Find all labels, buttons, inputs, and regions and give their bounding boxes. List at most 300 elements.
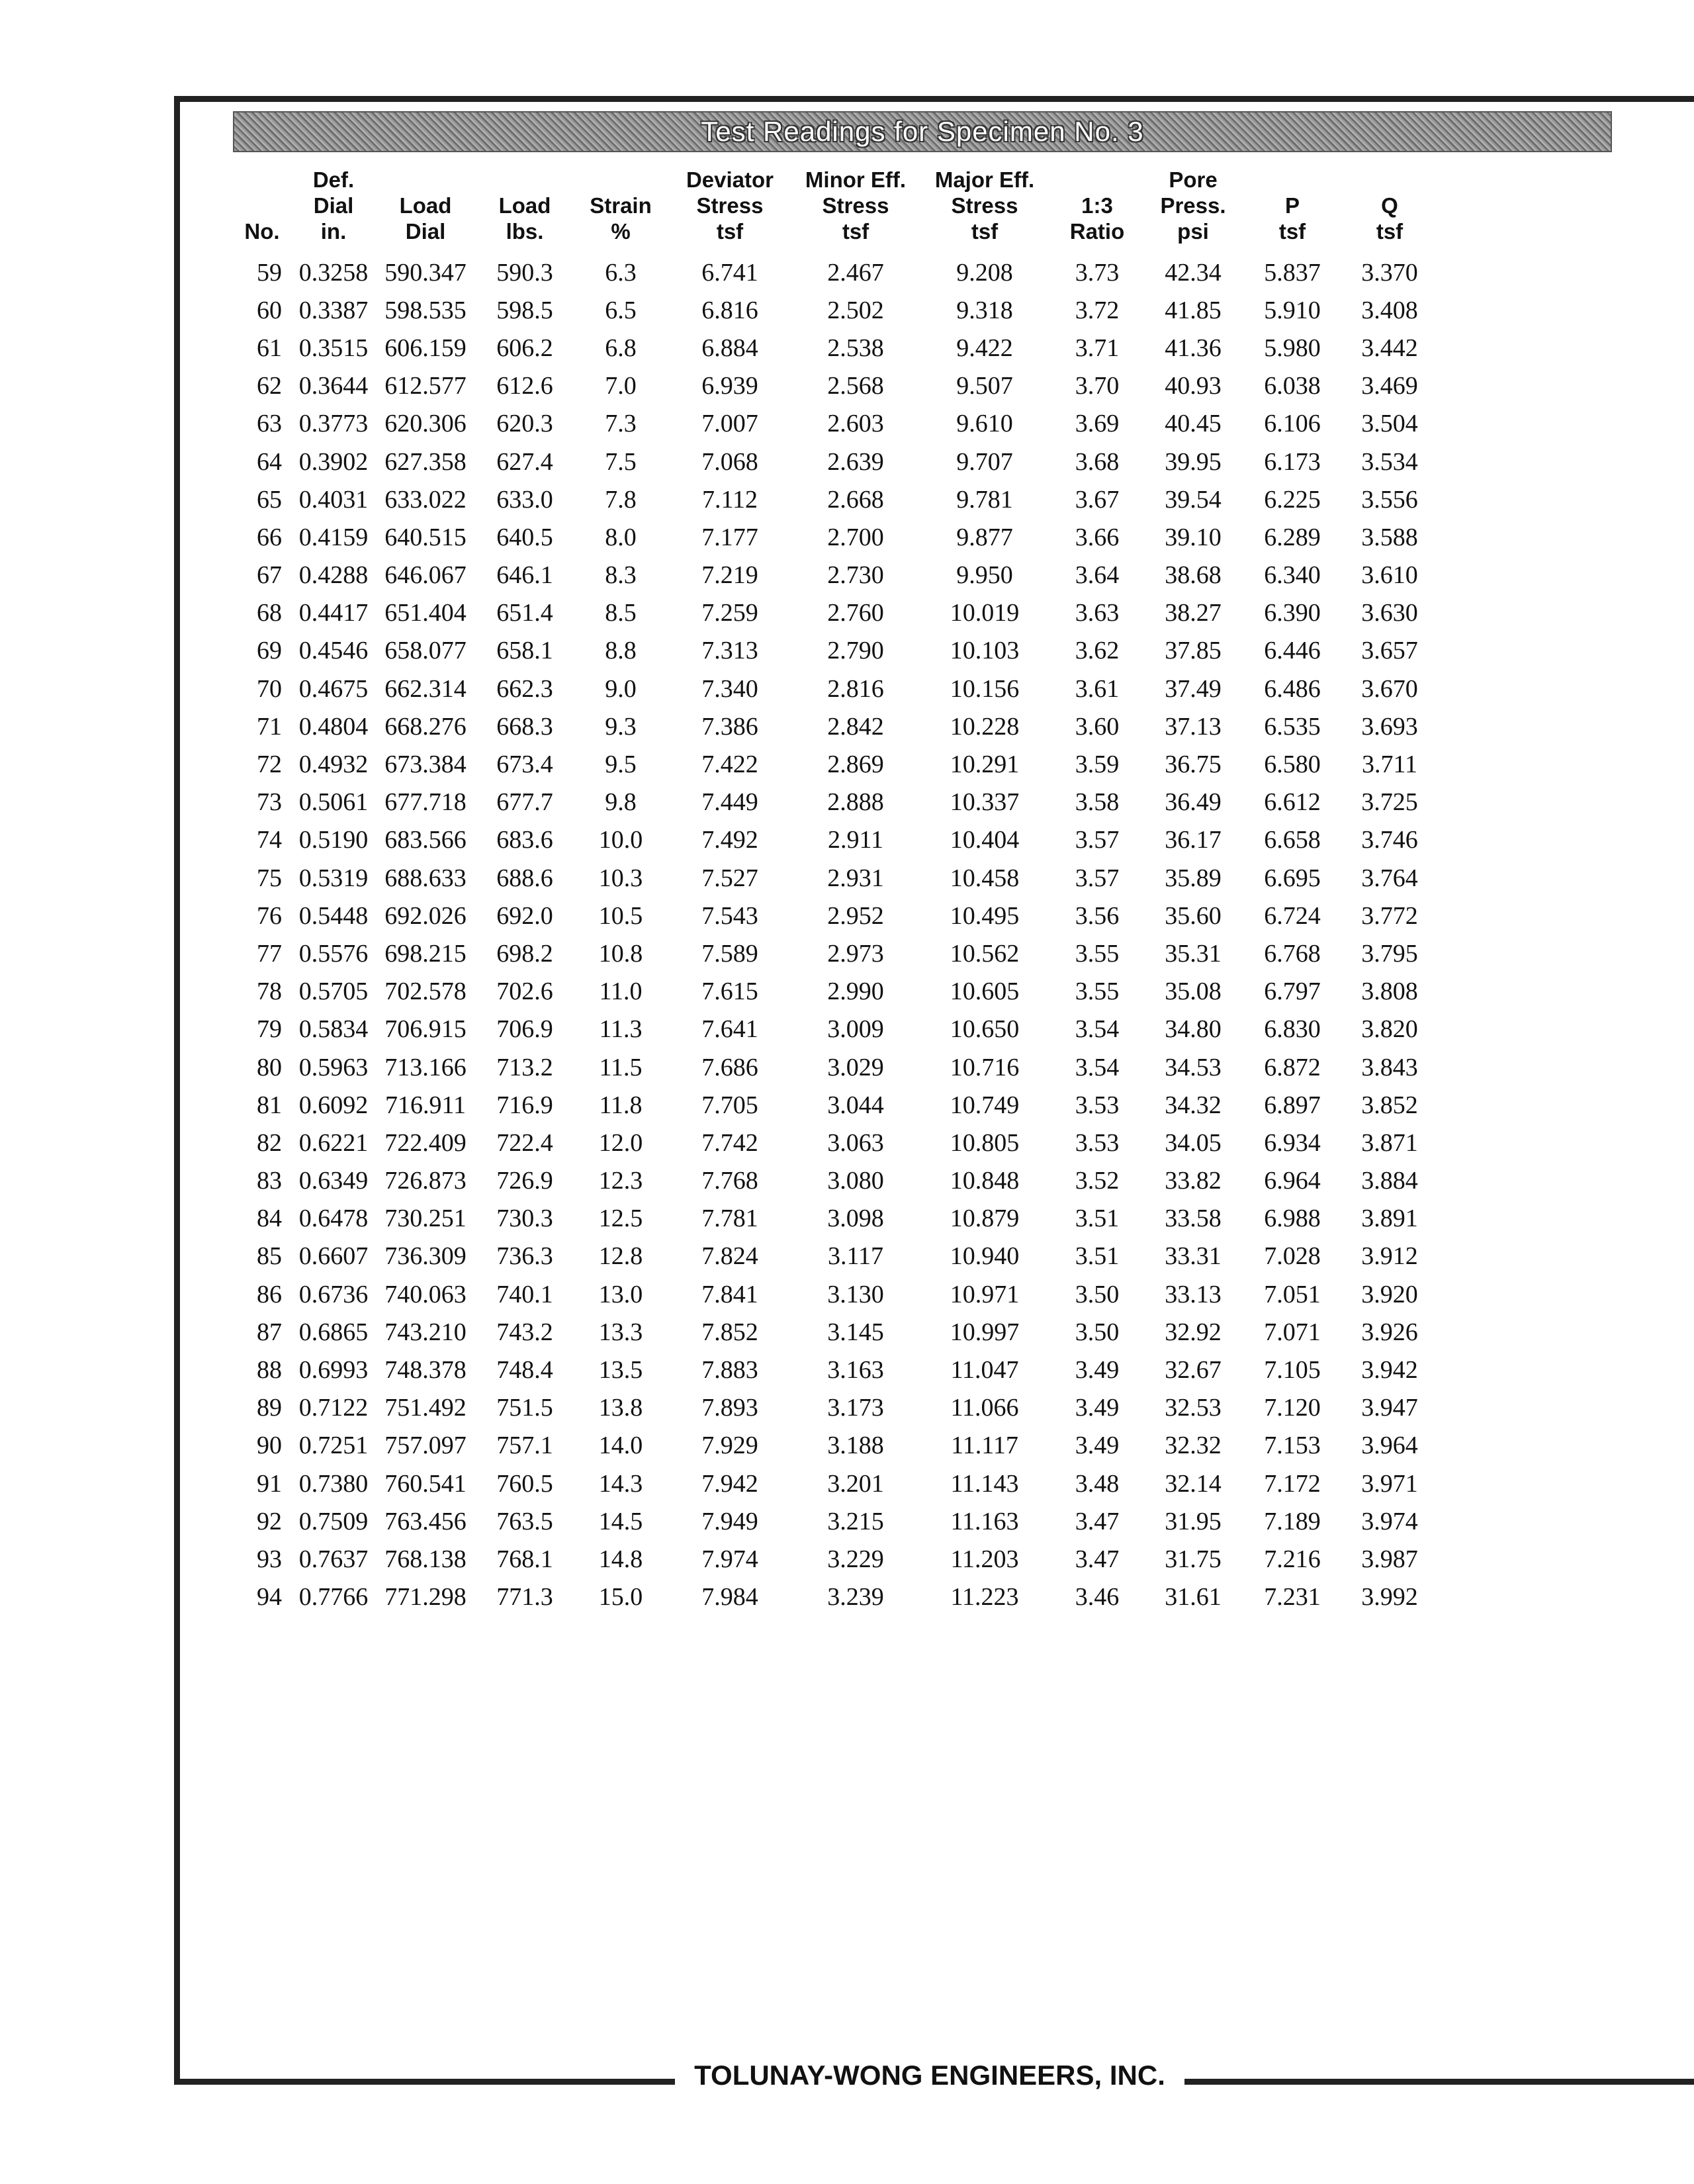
table-cell: 7.3 (605, 410, 637, 438)
table-cell: 673.384 (384, 751, 467, 779)
table-cell: 3.063 (827, 1128, 884, 1157)
table-cell: 9.610 (956, 410, 1013, 438)
table-cell: 78 (257, 978, 282, 1006)
table-row (233, 518, 1437, 556)
table-cell: 3.71 (1075, 334, 1120, 362)
table-cell: 6.695 (1264, 864, 1321, 892)
table-cell: 7.742 (701, 1128, 758, 1157)
column-header-load-dial: Load Dial (399, 193, 452, 244)
table-cell: 7.0 (605, 372, 637, 400)
table-cell: 3.534 (1361, 447, 1418, 476)
table-cell: 640.515 (384, 523, 467, 551)
column-header-minor-eff-stress: Minor Eff. Stress tsf (805, 167, 907, 244)
table-cell: 3.55 (1075, 939, 1120, 968)
table-cell: 39.95 (1165, 447, 1222, 476)
table-cell: 771.298 (384, 1583, 467, 1612)
table-cell: 36.49 (1165, 788, 1222, 817)
table-cell: 10.562 (950, 939, 1020, 968)
table-cell: 3.51 (1075, 1242, 1120, 1271)
table-cell: 3.080 (827, 1167, 884, 1195)
table-cell: 760.5 (496, 1469, 553, 1498)
table-cell: 76 (257, 901, 282, 930)
table-cell: 2.952 (827, 901, 884, 930)
table-cell: 3.117 (827, 1242, 884, 1271)
table-row (233, 1502, 1437, 1540)
table-cell: 3.556 (1361, 485, 1418, 514)
table-cell: 80 (257, 1053, 282, 1081)
table-cell: 6.964 (1264, 1167, 1321, 1195)
table-cell: 3.57 (1075, 826, 1120, 854)
table-cell: 620.306 (384, 410, 467, 438)
table-cell: 5.980 (1264, 334, 1321, 362)
table-row (233, 1124, 1437, 1161)
table-cell: 10.0 (598, 826, 643, 854)
table-cell: 34.80 (1165, 1015, 1222, 1044)
table-cell: 38.68 (1165, 561, 1222, 590)
table-cell: 7.974 (701, 1545, 758, 1573)
table-cell: 2.888 (827, 788, 884, 817)
table-cell: 10.228 (950, 712, 1020, 741)
table-cell: 0.4804 (298, 712, 369, 741)
table-cell: 81 (257, 1091, 282, 1119)
table-cell: 748.378 (384, 1356, 467, 1385)
table-cell: 3.53 (1075, 1091, 1120, 1119)
table-cell: 3.610 (1361, 561, 1418, 590)
table-cell: 730.251 (384, 1205, 467, 1233)
table-cell: 3.63 (1075, 599, 1120, 627)
table-cell: 31.95 (1165, 1507, 1222, 1535)
table-cell: 32.92 (1165, 1318, 1222, 1346)
table-cell: 3.188 (827, 1432, 884, 1460)
table-cell: 3.044 (827, 1091, 884, 1119)
table-cell: 3.820 (1361, 1015, 1418, 1044)
table-cell: 0.6736 (298, 1280, 369, 1308)
table-cell: 6.884 (701, 334, 758, 362)
table-cell: 3.884 (1361, 1167, 1418, 1195)
table-cell: 688.633 (384, 864, 467, 892)
table-row (233, 632, 1437, 670)
table-cell: 3.201 (827, 1469, 884, 1498)
table-cell: 2.603 (827, 410, 884, 438)
table-cell: 0.5834 (298, 1015, 369, 1044)
table-cell: 3.53 (1075, 1128, 1120, 1157)
table-cell: 3.009 (827, 1015, 884, 1044)
table-cell: 7.543 (701, 901, 758, 930)
table-cell: 627.358 (384, 447, 467, 476)
table-cell: 82 (257, 1128, 282, 1157)
table-cell: 3.974 (1361, 1507, 1418, 1535)
table-cell: 7.340 (701, 674, 758, 703)
table-cell: 34.32 (1165, 1091, 1222, 1119)
table-cell: 0.5963 (298, 1053, 369, 1081)
table-cell: 7.942 (701, 1469, 758, 1498)
table-cell: 683.566 (384, 826, 467, 854)
table-cell: 6.289 (1264, 523, 1321, 551)
table-cell: 3.52 (1075, 1167, 1120, 1195)
table-cell: 620.3 (496, 410, 553, 438)
table-cell: 8.0 (605, 523, 637, 551)
table-cell: 0.5576 (298, 939, 369, 968)
table-row (233, 973, 1437, 1011)
table-cell: 37.85 (1165, 637, 1222, 665)
table-cell: 33.82 (1165, 1167, 1222, 1195)
table-cell: 33.31 (1165, 1242, 1222, 1271)
table-cell: 35.08 (1165, 978, 1222, 1006)
table-cell: 0.4417 (298, 599, 369, 627)
table-cell: 37.13 (1165, 712, 1222, 741)
table-row (233, 1048, 1437, 1086)
table-cell: 3.942 (1361, 1356, 1418, 1385)
table-cell: 3.55 (1075, 978, 1120, 1006)
table-cell: 69 (257, 637, 282, 665)
table-row (233, 1389, 1437, 1427)
table-cell: 39.10 (1165, 523, 1222, 551)
table-cell: 6.897 (1264, 1091, 1321, 1119)
table-cell: 763.5 (496, 1507, 553, 1535)
table-cell: 94 (257, 1583, 282, 1612)
table-cell: 6.797 (1264, 978, 1321, 1006)
table-cell: 10.716 (950, 1053, 1020, 1081)
table-cell: 7.028 (1264, 1242, 1321, 1271)
table-cell: 2.842 (827, 712, 884, 741)
table-cell: 2.700 (827, 523, 884, 551)
table-cell: 7.8 (605, 485, 637, 514)
table-cell: 722.409 (384, 1128, 467, 1157)
table-cell: 3.50 (1075, 1318, 1120, 1346)
table-cell: 9.707 (956, 447, 1013, 476)
table-cell: 93 (257, 1545, 282, 1573)
table-cell: 0.3258 (298, 258, 369, 287)
table-cell: 7.105 (1264, 1356, 1321, 1385)
table-cell: 2.502 (827, 296, 884, 324)
table-cell: 0.3387 (298, 296, 369, 324)
table-cell: 11.066 (950, 1394, 1019, 1422)
table-cell: 3.764 (1361, 864, 1418, 892)
table-cell: 677.718 (384, 788, 467, 817)
table-cell: 33.58 (1165, 1205, 1222, 1233)
column-header-strain: Strain % (590, 193, 652, 244)
table-cell: 7.841 (701, 1280, 758, 1308)
table-cell: 73 (257, 788, 282, 817)
title-banner (233, 111, 1612, 152)
table-cell: 6.872 (1264, 1053, 1321, 1081)
table-cell: 32.14 (1165, 1469, 1222, 1498)
table-cell: 3.73 (1075, 258, 1120, 287)
table-cell: 3.987 (1361, 1545, 1418, 1573)
table-cell: 0.3644 (298, 372, 369, 400)
table-cell: 3.67 (1075, 485, 1120, 514)
table-cell: 3.49 (1075, 1394, 1120, 1422)
table-cell: 3.408 (1361, 296, 1418, 324)
page-title: Test Readings for Specimen No. 3 (701, 116, 1144, 147)
table-cell: 7.949 (701, 1507, 758, 1535)
table-cell: 3.68 (1075, 447, 1120, 476)
table-cell: 722.4 (496, 1128, 553, 1157)
table-cell: 61 (257, 334, 282, 362)
table-cell: 3.808 (1361, 978, 1418, 1006)
table-cell: 726.9 (496, 1167, 553, 1195)
table-cell: 683.6 (496, 826, 553, 854)
table-cell: 740.1 (496, 1280, 553, 1308)
table-cell: 7.929 (701, 1432, 758, 1460)
table-cell: 7.120 (1264, 1394, 1321, 1422)
table-cell: 8.8 (605, 637, 637, 665)
table-cell: 7.449 (701, 788, 758, 817)
table-cell: 62 (257, 372, 282, 400)
table-cell: 0.4675 (298, 674, 369, 703)
table-cell: 3.57 (1075, 864, 1120, 892)
table-cell: 3.70 (1075, 372, 1120, 400)
table-row (233, 1275, 1437, 1313)
table-row (233, 821, 1437, 859)
table-cell: 9.507 (956, 372, 1013, 400)
table-cell: 0.4288 (298, 561, 369, 590)
table-cell: 10.8 (598, 939, 643, 968)
table-cell: 3.852 (1361, 1091, 1418, 1119)
table-cell: 7.259 (701, 599, 758, 627)
table-cell: 3.62 (1075, 637, 1120, 665)
table-cell: 3.145 (827, 1318, 884, 1346)
page-frame-left-rule (174, 96, 180, 2085)
table-cell: 668.3 (496, 712, 553, 741)
table-cell: 3.891 (1361, 1205, 1418, 1233)
table-cell: 36.17 (1165, 826, 1222, 854)
column-header-ratio: 1:3 Ratio (1069, 193, 1125, 244)
table-cell: 3.64 (1075, 561, 1120, 590)
table-cell: 6.535 (1264, 712, 1321, 741)
table-cell: 10.156 (950, 674, 1020, 703)
table-cell: 0.7251 (298, 1432, 369, 1460)
table-cell: 75 (257, 864, 282, 892)
table-cell: 11.203 (950, 1545, 1019, 1573)
table-cell: 67 (257, 561, 282, 590)
table-cell: 14.5 (598, 1507, 643, 1535)
table-cell: 9.877 (956, 523, 1013, 551)
table-cell: 31.61 (1165, 1583, 1222, 1612)
table-cell: 7.386 (701, 712, 758, 741)
table-cell: 7.068 (701, 447, 758, 476)
table-row (233, 707, 1437, 745)
table-cell: 3.173 (827, 1394, 884, 1422)
table-cell: 7.5 (605, 447, 637, 476)
table-cell: 3.711 (1361, 751, 1418, 779)
table-cell: 86 (257, 1280, 282, 1308)
table-cell: 6.741 (701, 258, 758, 287)
table-cell: 6.768 (1264, 939, 1321, 968)
table-cell: 0.5448 (298, 901, 369, 930)
table-cell: 3.48 (1075, 1469, 1120, 1498)
table-cell: 627.4 (496, 447, 553, 476)
table-cell: 3.130 (827, 1280, 884, 1308)
table-cell: 3.54 (1075, 1015, 1120, 1044)
table-cell: 2.973 (827, 939, 884, 968)
table-cell: 6.612 (1264, 788, 1321, 817)
table-cell: 89 (257, 1394, 282, 1422)
table-cell: 7.051 (1264, 1280, 1321, 1308)
table-row (233, 1086, 1437, 1124)
table-cell: 60 (257, 296, 282, 324)
table-cell: 698.215 (384, 939, 467, 968)
table-cell: 0.3515 (298, 334, 369, 362)
column-header-pore-press: Pore Press. psi (1160, 167, 1226, 244)
table-cell: 3.029 (827, 1053, 884, 1081)
table-cell: 37.49 (1165, 674, 1222, 703)
table-cell: 7.768 (701, 1167, 758, 1195)
table-row (233, 1578, 1437, 1616)
table-cell: 5.910 (1264, 296, 1321, 324)
table-cell: 10.997 (950, 1318, 1020, 1346)
table-cell: 606.159 (384, 334, 467, 362)
table-cell: 11.143 (950, 1469, 1019, 1498)
table-cell: 3.47 (1075, 1545, 1120, 1573)
table-cell: 0.4546 (298, 637, 369, 665)
table-cell: 10.940 (950, 1242, 1020, 1271)
table-cell: 7.153 (1264, 1432, 1321, 1460)
table-cell: 6.934 (1264, 1128, 1321, 1157)
table-cell: 87 (257, 1318, 282, 1346)
table-cell: 743.210 (384, 1318, 467, 1346)
table-cell: 633.0 (496, 485, 553, 514)
table-row (233, 897, 1437, 934)
table-cell: 66 (257, 523, 282, 551)
table-cell: 72 (257, 751, 282, 779)
table-cell: 0.6349 (298, 1167, 369, 1195)
table-cell: 3.746 (1361, 826, 1418, 854)
table-cell: 14.0 (598, 1432, 643, 1460)
table-cell: 10.805 (950, 1128, 1020, 1157)
table-cell: 7.071 (1264, 1318, 1321, 1346)
table-cell: 3.69 (1075, 410, 1120, 438)
table-cell: 3.229 (827, 1545, 884, 1573)
table-cell: 2.668 (827, 485, 884, 514)
table-row (233, 1313, 1437, 1351)
table-cell: 2.816 (827, 674, 884, 703)
table-cell: 9.781 (956, 485, 1013, 514)
table-cell: 3.442 (1361, 334, 1418, 362)
table-cell: 11.8 (599, 1091, 643, 1119)
table-cell: 13.5 (598, 1356, 643, 1385)
table-cell: 7.231 (1264, 1583, 1321, 1612)
table-cell: 0.6478 (298, 1205, 369, 1233)
table-cell: 702.6 (496, 978, 553, 1006)
table-cell: 42.34 (1165, 258, 1222, 287)
table-cell: 0.7122 (298, 1394, 369, 1422)
table-cell: 3.47 (1075, 1507, 1120, 1535)
table-cell: 7.189 (1264, 1507, 1321, 1535)
table-cell: 13.3 (598, 1318, 643, 1346)
table-cell: 74 (257, 826, 282, 854)
table-cell: 11.3 (599, 1015, 643, 1044)
table-cell: 3.795 (1361, 939, 1418, 968)
table-row (233, 480, 1437, 518)
table-cell: 3.920 (1361, 1280, 1418, 1308)
table-cell: 11.223 (950, 1583, 1019, 1612)
table-cell: 2.639 (827, 447, 884, 476)
table-cell: 12.8 (598, 1242, 643, 1271)
table-cell: 768.138 (384, 1545, 467, 1573)
table-cell: 726.873 (384, 1167, 467, 1195)
table-cell: 6.486 (1264, 674, 1321, 703)
table-cell: 70 (257, 674, 282, 703)
table-cell: 757.1 (496, 1432, 553, 1460)
table-cell: 3.772 (1361, 901, 1418, 930)
table-cell: 6.658 (1264, 826, 1321, 854)
table-cell: 10.650 (950, 1015, 1020, 1044)
table-cell: 3.630 (1361, 599, 1418, 627)
table-cell: 9.5 (605, 751, 637, 779)
table-cell: 14.8 (598, 1545, 643, 1573)
table-cell: 651.404 (384, 599, 467, 627)
table-cell: 79 (257, 1015, 282, 1044)
table-cell: 612.6 (496, 372, 553, 400)
table-row (233, 443, 1437, 480)
table-cell: 0.3773 (298, 410, 369, 438)
table-row (233, 405, 1437, 443)
table-cell: 3.926 (1361, 1318, 1418, 1346)
table-cell: 646.067 (384, 561, 467, 590)
table-cell: 0.5705 (298, 978, 369, 1006)
table-cell: 3.49 (1075, 1356, 1120, 1385)
table-cell: 3.370 (1361, 258, 1418, 287)
table-cell: 743.2 (496, 1318, 553, 1346)
table-cell: 677.7 (496, 788, 553, 817)
table-cell: 12.0 (598, 1128, 643, 1157)
table-cell: 736.309 (384, 1242, 467, 1271)
table-cell: 2.760 (827, 599, 884, 627)
table-cell: 7.824 (701, 1242, 758, 1271)
table-cell: 0.6221 (298, 1128, 369, 1157)
table-cell: 9.422 (956, 334, 1013, 362)
table-cell: 11.047 (950, 1356, 1019, 1385)
table-cell: 3.964 (1361, 1432, 1418, 1460)
table-cell: 612.577 (384, 372, 467, 400)
table-cell: 2.911 (827, 826, 884, 854)
table-row (233, 1427, 1437, 1465)
table-cell: 83 (257, 1167, 282, 1195)
column-header-deviator-stress: Deviator Stress tsf (686, 167, 774, 244)
table-cell: 7.641 (701, 1015, 758, 1044)
table-cell: 0.5190 (298, 826, 369, 854)
table-cell: 3.657 (1361, 637, 1418, 665)
table-cell: 3.59 (1075, 751, 1120, 779)
table-header-row (233, 167, 1437, 253)
table-cell: 757.097 (384, 1432, 467, 1460)
table-cell: 598.535 (384, 296, 467, 324)
table-row (233, 859, 1437, 897)
table-cell: 7.984 (701, 1583, 758, 1612)
table-cell: 35.31 (1165, 939, 1222, 968)
table-cell: 3.215 (827, 1507, 884, 1535)
table-cell: 748.4 (496, 1356, 553, 1385)
table-cell: 11.117 (951, 1432, 1018, 1460)
table-cell: 10.848 (950, 1167, 1020, 1195)
table-cell: 2.869 (827, 751, 884, 779)
table-row (233, 557, 1437, 594)
column-header-no: No. (244, 219, 280, 244)
table-cell: 0.7509 (298, 1507, 369, 1535)
table-cell: 6.724 (1264, 901, 1321, 930)
table-cell: 7.883 (701, 1356, 758, 1385)
company-footer: TOLUNAY-WONG ENGINEERS, INC. (694, 2060, 1165, 2091)
table-cell: 9.318 (956, 296, 1013, 324)
table-row (233, 1162, 1437, 1200)
table-cell: 3.670 (1361, 674, 1418, 703)
table-row (233, 1540, 1437, 1578)
table-cell: 706.915 (384, 1015, 467, 1044)
table-cell: 0.6993 (298, 1356, 369, 1385)
table-row (233, 745, 1437, 783)
table-row (233, 1465, 1437, 1502)
